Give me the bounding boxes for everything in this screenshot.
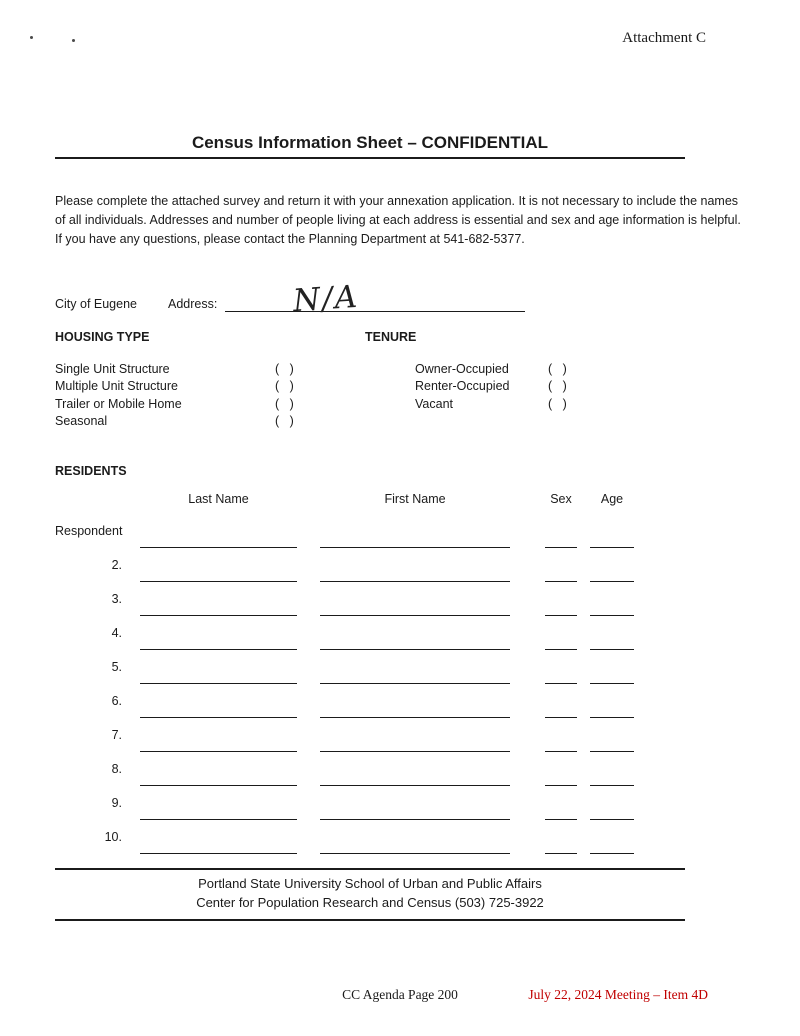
housing-tenure-row — [55, 413, 695, 431]
address-field-line — [225, 278, 525, 320]
first-name-field — [320, 548, 510, 582]
residents-header-row — [55, 492, 685, 514]
last-name-field — [140, 752, 297, 786]
resident-row — [55, 820, 685, 854]
tenure-option-label: Renter-Occupied — [415, 379, 510, 394]
first-name-field — [320, 684, 510, 718]
column-header-sex: Sex — [550, 492, 572, 506]
resident-row-label: 9. — [111, 796, 122, 810]
resident-row-label: 7. — [111, 728, 122, 742]
first-name-field — [320, 616, 510, 650]
age-field — [590, 752, 634, 786]
title-underline — [55, 157, 685, 159]
housing-option-label: Single Unit Structure — [55, 361, 170, 376]
column-header-first-name: First Name — [384, 492, 446, 506]
sex-field — [545, 548, 577, 582]
resident-row-label: 2. — [111, 558, 122, 572]
last-name-field — [140, 820, 297, 854]
age-field — [590, 582, 634, 616]
tenure-heading: TENURE — [365, 330, 417, 344]
housing-option-label: Seasonal — [55, 414, 108, 429]
sex-field — [545, 786, 577, 820]
city-label: City of Eugene — [55, 297, 137, 311]
scan-artifact-dot — [72, 39, 75, 42]
tenure-option-label: Owner-Occupied — [415, 361, 509, 376]
first-name-field — [320, 582, 510, 616]
address-label: Address: — [168, 297, 218, 311]
sex-field — [545, 820, 577, 854]
address-row — [55, 278, 685, 320]
last-name-field — [140, 718, 297, 752]
sex-field — [545, 718, 577, 752]
sex-field — [545, 514, 577, 548]
empty-header-cell — [55, 492, 122, 514]
age-field — [590, 616, 634, 650]
column-header-last-name: Last Name — [188, 492, 249, 506]
sex-field — [545, 616, 577, 650]
footer-line-2: Center for Population Research and Census (503) 725-3922 — [196, 895, 544, 910]
sex-field — [545, 684, 577, 718]
sex-field — [545, 650, 577, 684]
age-field — [590, 786, 634, 820]
housing-tenure-section — [55, 330, 695, 430]
last-name-field — [140, 650, 297, 684]
first-name-field — [320, 786, 510, 820]
agenda-page-note: CC Agenda Page 200 — [342, 987, 458, 1002]
resident-row — [55, 650, 685, 684]
housing-option-label: Multiple Unit Structure — [55, 379, 178, 394]
sex-field — [545, 752, 577, 786]
checkbox-seasonal: ( ) — [275, 414, 294, 429]
first-name-field — [320, 650, 510, 684]
first-name-field — [320, 752, 510, 786]
checkbox-renter-occupied: ( ) — [548, 379, 567, 394]
title-block — [55, 133, 685, 153]
housing-tenure-headers — [55, 330, 695, 344]
age-field — [590, 684, 634, 718]
age-field — [590, 514, 634, 548]
intro-paragraph: Please complete the attached survey and return it with your annexation application. It is not necessary to include the names of all individuals. Addresses and number of people living at each address is essential and sex and age information is helpful. If you have any questions, please contact the Planning Department at 541-682-5377. — [55, 194, 741, 246]
resident-row — [55, 514, 685, 548]
checkbox-multiple-unit-structure: ( ) — [275, 379, 294, 394]
residents-table — [55, 492, 685, 854]
age-field — [590, 548, 634, 582]
resident-row-label: 3. — [111, 592, 122, 606]
last-name-field — [140, 582, 297, 616]
meeting-item-note: July 22, 2024 Meeting – Item 4D — [528, 987, 708, 1002]
housing-tenure-row — [55, 378, 695, 396]
resident-row-label: Respondent — [55, 524, 123, 538]
housing-tenure-row — [55, 360, 695, 378]
residents-heading: RESIDENTS — [55, 464, 127, 478]
checkbox-owner-occupied: ( ) — [548, 361, 567, 376]
last-name-field — [140, 616, 297, 650]
age-field — [590, 718, 634, 752]
housing-option-label: Trailer or Mobile Home — [55, 396, 182, 411]
resident-row-label: 10. — [104, 830, 122, 844]
tenure-option-label: Vacant — [415, 396, 453, 411]
age-field — [590, 820, 634, 854]
housing-tenure-row — [55, 395, 695, 413]
resident-row — [55, 582, 685, 616]
resident-row-label: 5. — [111, 660, 122, 674]
last-name-field — [140, 548, 297, 582]
resident-row — [55, 752, 685, 786]
age-field — [590, 650, 634, 684]
column-header-age: Age — [600, 492, 624, 506]
housing-type-heading: HOUSING TYPE — [55, 330, 150, 344]
page-title: Census Information Sheet – CONFIDENTIAL — [191, 133, 549, 152]
scan-artifact-dot — [30, 36, 33, 39]
first-name-field — [320, 718, 510, 752]
checkbox-vacant: ( ) — [548, 396, 567, 411]
resident-row — [55, 684, 685, 718]
footer-line-1: Portland State University School of Urban and Public Affairs — [198, 876, 542, 891]
resident-row-label: 4. — [111, 626, 122, 640]
resident-row-label: 8. — [111, 762, 122, 776]
last-name-field — [140, 514, 297, 548]
resident-row-label: 6. — [111, 694, 122, 708]
resident-row — [55, 718, 685, 752]
first-name-field — [320, 820, 510, 854]
resident-row — [55, 548, 685, 582]
handwritten-address-value: N/A — [292, 278, 361, 320]
resident-row — [55, 616, 685, 650]
first-name-field — [320, 514, 510, 548]
sex-field — [545, 582, 577, 616]
checkbox-trailer-mobile-home: ( ) — [275, 396, 294, 411]
last-name-field — [140, 684, 297, 718]
last-name-field — [140, 786, 297, 820]
attachment-label: Attachment C — [622, 30, 706, 46]
checkbox-single-unit-structure: ( ) — [275, 361, 294, 376]
resident-row — [55, 786, 685, 820]
footer-box — [55, 868, 685, 921]
